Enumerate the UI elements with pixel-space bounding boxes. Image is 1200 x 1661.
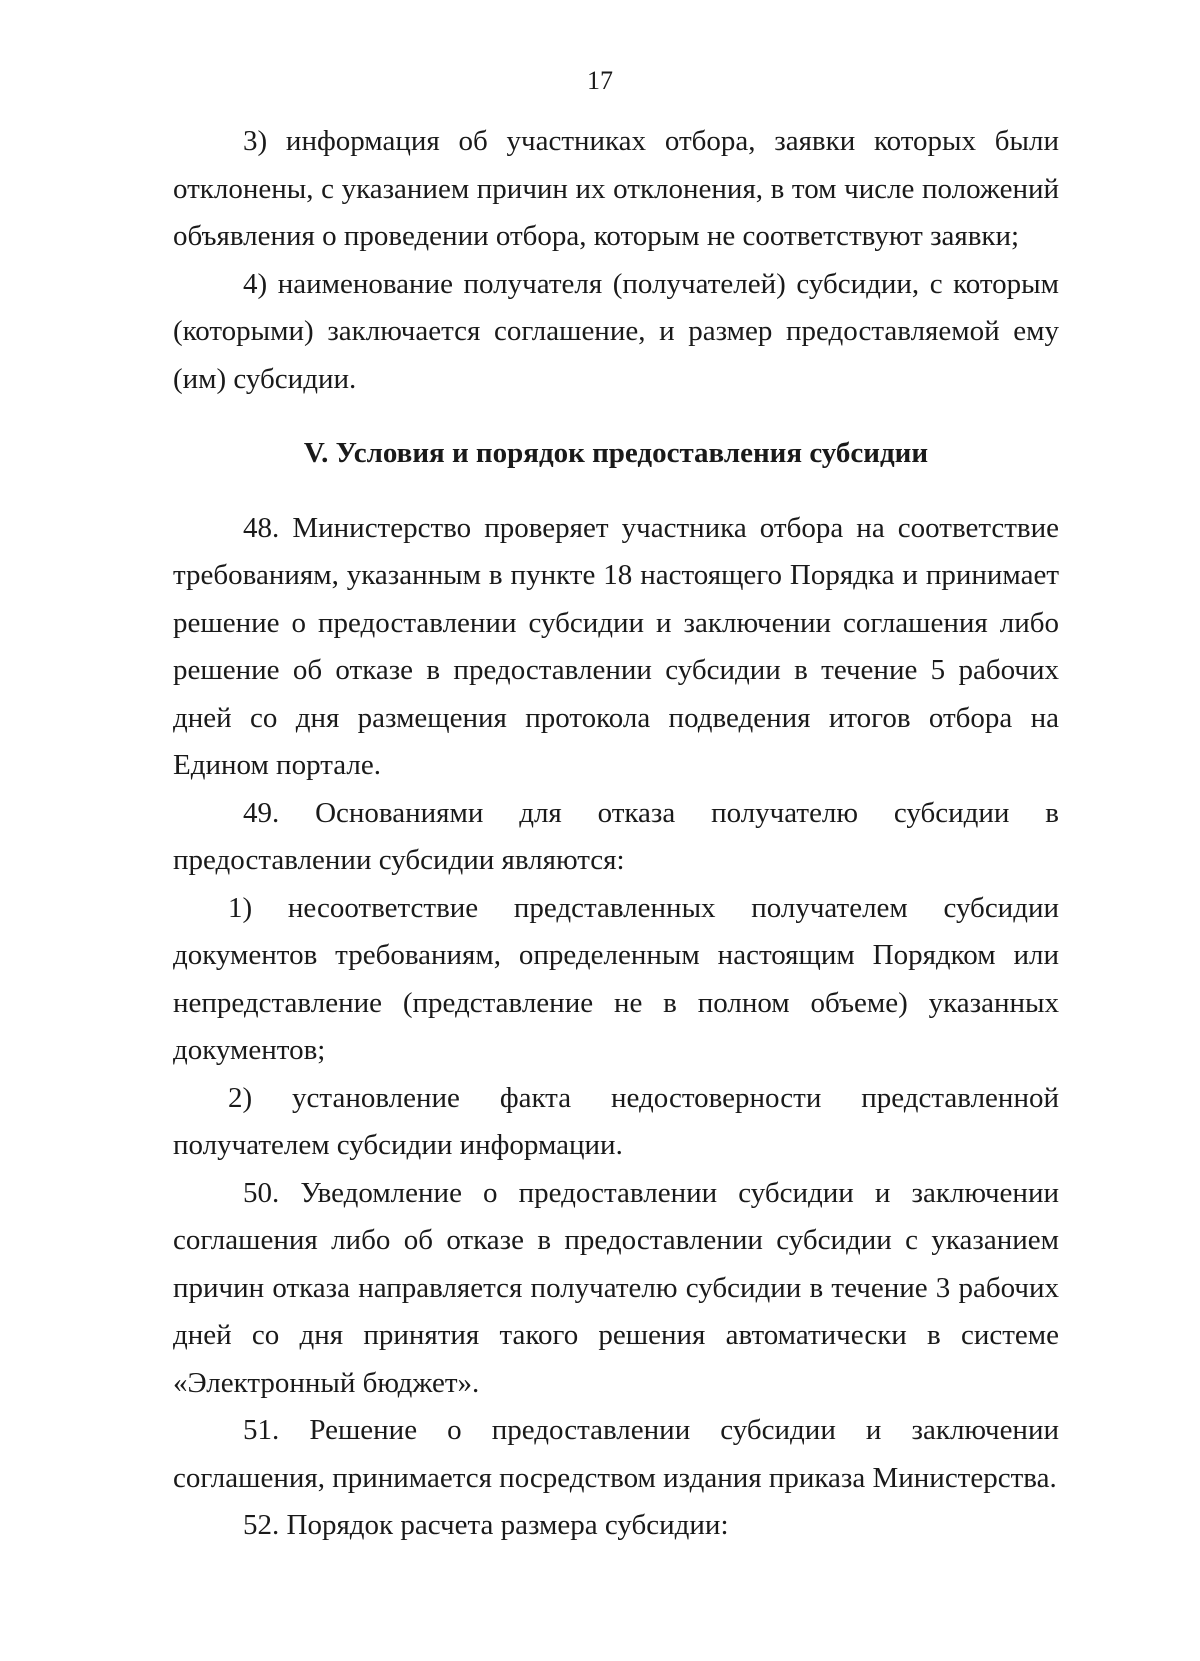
paragraph-51: 51. Решение о предоставлении субсидии и заключении соглашения, принимается посредством издания приказа Министерства. [173,1414,1059,1494]
document-body [173,118,1059,1550]
paragraph-49-item-1: 1) несоответствие представленных получателем субсидии документов требованиям, определенным настоящим Порядком или непредставление (представление не в полном объеме) указанных документов; [173,891,1059,1066]
paragraph-50: 50. Уведомление о предоставлении субсидии и заключении соглашения либо об отказе в предоставлении субсидии с указанием причин отказа направляется получателю субсидии в течение 3 рабочих дней со дня принятия такого решения автоматически в системе «Электронный бюджет». [173,1176,1059,1399]
paragraph-49: 49. Основаниями для отказа получателю субсидии в предоставлении субсидии являются: [173,796,1059,876]
page-number: 17 [587,66,613,95]
list-item-3: 3) информация об участниках отбора, заявки которых были отклонены, с указанием причин их отклонения, в том числе положений объявления о проведении отбора, которым не соответствуют заявки; [173,125,1059,252]
list-item-4: 4) наименование получателя (получателей) субсидии, с которым (которыми) заключается соглашение, и размер предоставляемой ему (им) субсидии. [173,267,1059,395]
paragraph-49-item-2: 2) установление факта недостоверности представленной получателем субсидии информации. [173,1081,1059,1161]
paragraph-48: 48. Министерство проверяет участника отбора на соответствие требованиям, указанным в пункте 18 настоящего Порядка и принимает решение о предоставлении субсидии и заключении соглашения либо решение об отказе в предоставлении субсидии в течение 5 рабочих дней со дня размещения протокола подведения итогов отбора на Едином портале. [173,511,1059,781]
paragraph-52: 52. Порядок расчета размера субсидии: [243,1509,729,1541]
section-heading: V. Условия и порядок предоставления субсидии [303,437,929,469]
